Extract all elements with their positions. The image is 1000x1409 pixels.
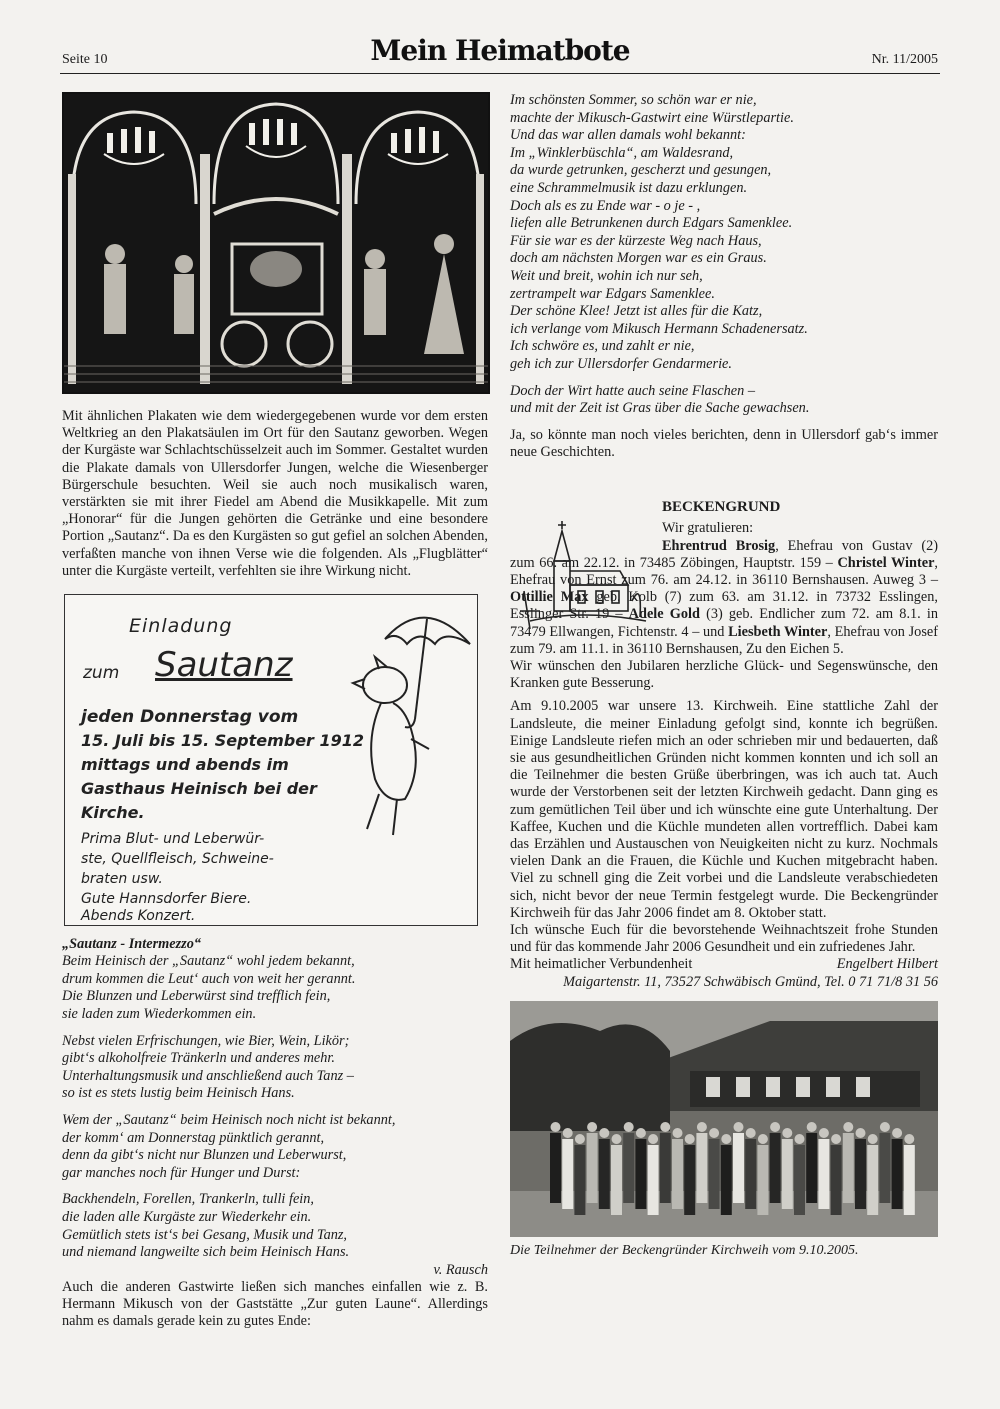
person-figure [892, 1139, 903, 1209]
group-photo-scene [510, 1001, 938, 1237]
beckengrund-section [510, 499, 938, 991]
person-figure [879, 1133, 890, 1203]
person-figure [696, 1133, 707, 1203]
verse-line: Im schönsten Sommer, so schön war er nie, [510, 92, 757, 108]
page-number: Seite 10 [62, 52, 108, 67]
verse-line: Wem der „Sautanz“ beim Heinisch noch nicht ist bekannt, [62, 1111, 396, 1128]
person-figure [635, 1139, 646, 1209]
jubilarian-details: , Ehefrau von Gustav (2) zum 66. am 22.12. in 73485 Zöbingen, Hauptstr. 159 – [510, 537, 938, 571]
verse-line: Nebst vielen Erfrischungen, wie Bier, Wein, Likör; [62, 1032, 350, 1049]
person-head [721, 1134, 731, 1144]
signature-row [510, 956, 938, 973]
christmas-wishes: Ich wünsche Euch für die bevorstehende Weihnachtszeit frohe Stunden und für das kommende Jahr 2006 Gesundheit und ein zufriedenes Jahr. [510, 921, 938, 956]
verse-line: Ich schwöre es, und zahlt er nie, [510, 338, 695, 355]
wishes-paragraph: Wir wünschen den Jubilaren herzliche Glück- und Segenswünsche, den Kranken gute Besserung. [510, 657, 938, 692]
person-head [636, 1128, 646, 1138]
verse-line: eine Schrammelmusik ist dazu erklungen. [510, 179, 748, 196]
person-head [795, 1134, 805, 1144]
invitation-line-6: Gasthaus Heinisch bei der [81, 779, 317, 799]
person-figure [684, 1145, 695, 1215]
verse-line: Der schöne Klee! Jetzt ist alles für die Katz, [510, 303, 763, 320]
person-figure [709, 1139, 720, 1209]
author-address: Maigartenstr. 11, 73527 Schwäbisch Gmünd, Tel. 0 71 71/8 31 56 [563, 973, 938, 990]
regards-text: Mit heimatlicher Verbundenheit [510, 956, 693, 973]
verse-line: Unterhaltungsmusik und anschließend auch Tanz – [62, 1067, 354, 1084]
person-head [868, 1134, 878, 1144]
verse-line: so ist es stets lustig beim Heinisch Hans. [62, 1085, 295, 1102]
person-head [587, 1122, 597, 1132]
greeting: Wir gratulieren: [662, 520, 754, 537]
invitation-line-3: jeden Donnerstag vom [81, 707, 299, 728]
person-head [880, 1122, 890, 1132]
person-head [758, 1134, 768, 1144]
verse-line: zertrampelt war Edgars Samenklee. [510, 285, 715, 302]
person-figure [831, 1145, 842, 1215]
person-head [685, 1134, 695, 1144]
poem-stanza-1 [62, 953, 488, 1023]
person-figure [648, 1145, 659, 1215]
person-figure [574, 1145, 585, 1215]
invitation-line-4: 15. Juli bis 15. September 1912 [81, 731, 365, 751]
person-head [746, 1128, 756, 1138]
jubilarian-name: Ehrentrud Brosig [662, 537, 776, 554]
person-figure [794, 1145, 805, 1215]
group-photo [510, 1001, 938, 1237]
person-figure [770, 1133, 781, 1203]
person-head [563, 1128, 573, 1138]
signature-name: Engelbert Hilbert [836, 956, 938, 973]
verse-line: gar manches noch für Hunger und Durst: [62, 1164, 301, 1181]
person-head [782, 1128, 792, 1138]
person-head [831, 1134, 841, 1144]
jubilarian-name: Adele Gold [628, 606, 700, 623]
person-head [575, 1134, 585, 1144]
verse-line: und mit der Zeit ist Gras über die Sache gewachsen. [510, 400, 810, 417]
verse-line: Weit und breit, wohin ich nur seh, [510, 267, 703, 284]
person-head [856, 1128, 866, 1138]
verse-line: gibt‘s alkoholfreie Tränkerln und anderes mehr. [62, 1050, 335, 1067]
issue-number: Nr. 11/2005 [871, 52, 938, 67]
sautanz-woodcut-image [62, 92, 490, 394]
church-drawing [510, 521, 650, 633]
person-head [709, 1128, 719, 1138]
verse-line: Gemütlich stets ist‘s bei Gesang, Musik und Tanz, [62, 1226, 348, 1243]
invitation-line-10: braten usw. [81, 871, 163, 888]
verse-line: und niemand langweilte sich beim Heinisch Hans. [62, 1244, 350, 1261]
verse-line: drum kommen die Leut‘ auch von weit her gerannt. [62, 970, 356, 987]
person-figure [757, 1145, 768, 1215]
sautanz-invitation-card [64, 594, 478, 926]
person-head [599, 1128, 609, 1138]
jubilarian-details: (3) geb. Endlicher zum 72. am 8.1. in 73479 Ellwangen, Fichtenstr. 4 – und [510, 606, 939, 640]
person-figure [562, 1139, 573, 1209]
person-head [648, 1134, 658, 1144]
person-figure [843, 1133, 854, 1203]
person-head [660, 1122, 670, 1132]
poem-stanza-3 [62, 1112, 488, 1182]
left-column [62, 92, 488, 1331]
person-head [734, 1122, 744, 1132]
masthead-title: Mein Heimatbote [370, 34, 630, 67]
verse-line: Backhendeln, Forellen, Trankerln, tulli fein, [62, 1191, 314, 1208]
person-head [807, 1122, 817, 1132]
photo-caption: Die Teilnehmer der Beckengründer Kirchweih vom 9.10.2005. [510, 1242, 859, 1258]
person-figure [721, 1145, 732, 1215]
verse-line: Und das war allen damals wohl bekannt: [510, 127, 746, 144]
person-head [843, 1122, 853, 1132]
person-figure [855, 1139, 866, 1209]
header-rule [60, 73, 940, 74]
jubilarian-details: , Ehefrau von Ernst zum 76. am 24.12. in 36110 Bernshausen. Auweg 3 – [510, 554, 938, 588]
person-head [904, 1134, 914, 1144]
invitation-line-8: Prima Blut- und Leberwür- [81, 831, 265, 848]
invitation-line-7: Kirche. [81, 803, 145, 823]
person-figure [660, 1133, 671, 1203]
invitation-heading: Einladung [129, 615, 233, 638]
invitation-line-5: mittags und abends im [81, 755, 289, 775]
verse-line: liefen alle Betrunkenen durch Edgars Samenklee. [510, 215, 793, 232]
person-figure [782, 1139, 793, 1209]
verse-line: machte der Mikusch-Gastwirt eine Würstlepartie. [510, 109, 794, 126]
invitation-sautanz: Sautanz [155, 645, 293, 686]
person-head [697, 1122, 707, 1132]
jubilarian-name: Liesbeth Winter [728, 623, 828, 640]
jubilarian-details: , Ehefrau von Josef zum 79. am 11.1. in 36110 Bernshausen, Zu den Eichen 5. [510, 623, 938, 657]
person-head [770, 1122, 780, 1132]
verse-line: doch am nächsten Morgen war es ein Graus. [510, 250, 767, 267]
jubilarian-details: geb. Kolb (7) zum 63. am 31.12. in 73732 Esslingen, Esslinger Str. 19 – [510, 589, 938, 623]
invitation-line-11: Gute Hannsdorfer Biere. [81, 891, 252, 908]
person-figure [672, 1139, 683, 1209]
person-figure [806, 1133, 817, 1203]
poem-stanza-4 [62, 1191, 488, 1261]
person-figure [599, 1139, 610, 1209]
section-title: BECKENGRUND [662, 499, 781, 516]
kirchweih-report: Am 9.10.2005 war unsere 13. Kirchweih. Eine stattliche Zahl der Landsleute, die meiner Einladung gefolgt sind, konnte ich begrüßen. Einige Landsleute riefen mich an oder schrieben mir und bedauerten, daß sie aus gesundheitlichen Gründen nicht kommen konnten und ich soll an die Teilnehmer die besten Grüße überbringen, was ich auch tat. Auch wurde der Verstorbenen seit der letzten Kirchweih gedacht. Dann ging es zum gemütlichen Teil über und ich wünschte eine gute Unterhaltung. Der Kaffee, Kuchen und die Küchle mundeten allen vortrefflich. Dabei kam das Erzählen und Austauschen von Neuigkeiten nicht zu kurz. Nochmals vielen Dank an die Frauen, die Küchle und Kuchen mitgebracht haben. Viel zu schnell ging die Zeit vorbei und die Landsleute verabschiedeten sich, nicht bevor der neue Termin festgelegt wurde. Die Beckengründer Kirchweih für das Jahr 2006 findet am 8. Oktober statt. [510, 698, 938, 921]
pig-with-umbrella-drawing [345, 599, 475, 849]
person-figure [904, 1145, 915, 1215]
person-figure [623, 1133, 634, 1203]
mikusch-poem-stanza-1 [510, 92, 938, 374]
poem-stanza-2 [62, 1033, 488, 1103]
verse-line: da wurde getrunken, gescherzt und gesungen, [510, 162, 772, 179]
person-head [673, 1128, 683, 1138]
person-head [624, 1122, 634, 1132]
verse-line: Beim Heinisch der „Sautanz“ wohl jedem bekannt, [62, 953, 355, 970]
jubilarian-name: Christel Winter [837, 554, 935, 571]
person-figure [818, 1139, 829, 1209]
person-head [551, 1122, 561, 1132]
person-figure [611, 1145, 622, 1215]
verse-line: die laden alle Kurgäste zur Wiederkehr ein. [62, 1208, 312, 1225]
poem-title: „Sautanz - Intermezzo“ [62, 936, 202, 953]
invitation-line-9: ste, Quellfleisch, Schweine- [81, 851, 274, 868]
jubilarian-name: Ottillie Max [510, 589, 589, 606]
verse-line: denn da gibt‘s nicht nur Blunzen und Leberwurst, [62, 1147, 347, 1164]
poem-author: v. Rausch [433, 1261, 488, 1278]
person-head [819, 1128, 829, 1138]
person-figure [733, 1133, 744, 1203]
person-head [612, 1134, 622, 1144]
verse-line: ich verlange vom Mikusch Hermann Schadenersatz. [510, 320, 808, 337]
outro-paragraph: Auch die anderen Gastwirte ließen sich manches einfallen wie z. B. Hermann Mikusch von der Gaststätte „Zur guten Laune“. Allerdings nahm es damals gerade kein zu gutes Ende: [62, 1278, 488, 1330]
verse-line: sie laden zum Wiederkommen ein. [62, 1006, 257, 1023]
invitation-zum: zum [83, 663, 120, 684]
intro-paragraph: Mit ähnlichen Plakaten wie dem wiedergegebenen wurde vor dem ersten Weltkrieg an den Plakatsäulen im Ort für den Sautanz geworben. Wegen der Kurgäste war Schlachtschüsselzeit auch im Sommer. Gestaltet wurden die Plakate damals von Ullersdorfer Jungen, welche die Wiesenberger Bürgerschule besuchten. Weil sie auch noch musikalisch waren, verstärkten sie mit ihrer Fiedel am Abend die Musikkapelle. Mit zum „Honorar“ für die Jungen gehörten die Getränke und eine besondere Portion „Sautanz“. Da es den Kurgästen so gut gefiel an solchen Abenden, verfaßten manche von ihnen Verse wie die folgenden. Als „Flugblätter“ unter die Kurgäste verteilt, verfehlten sie ihre Wirkung nicht. [62, 408, 488, 579]
woodcut-illustration [64, 94, 488, 392]
person-figure [867, 1145, 878, 1215]
verse-line: Doch der Wirt hatte auch seine Flaschen – [510, 382, 755, 399]
invitation-line-12: Abends Konzert. [81, 908, 196, 925]
verse-line: Doch als es zu Ende war - o je - , [510, 197, 701, 214]
verse-line: der komm‘ am Donnerstag pünktlich gerannt, [62, 1129, 325, 1146]
mikusch-poem-stanza-2 [510, 383, 938, 418]
verse-line: Die Blunzen und Leberwürst sind trefflich fein, [62, 988, 331, 1005]
verse-line: Für sie war es der kürzeste Weg nach Haus, [510, 232, 762, 249]
person-figure [550, 1133, 561, 1203]
verse-line: Im „Winklerbüschla“, am Waldesrand, [510, 144, 734, 161]
verse-line: geh ich zur Ullersdorfer Gendarmerie. [510, 355, 732, 372]
closing-paragraph: Ja, so könnte man noch vieles berichten, denn in Ullersdorf gab‘s immer neue Geschichten. [510, 426, 938, 460]
right-column [510, 92, 938, 1259]
person-figure [587, 1133, 598, 1203]
person-head [892, 1128, 902, 1138]
person-figure [745, 1139, 756, 1209]
